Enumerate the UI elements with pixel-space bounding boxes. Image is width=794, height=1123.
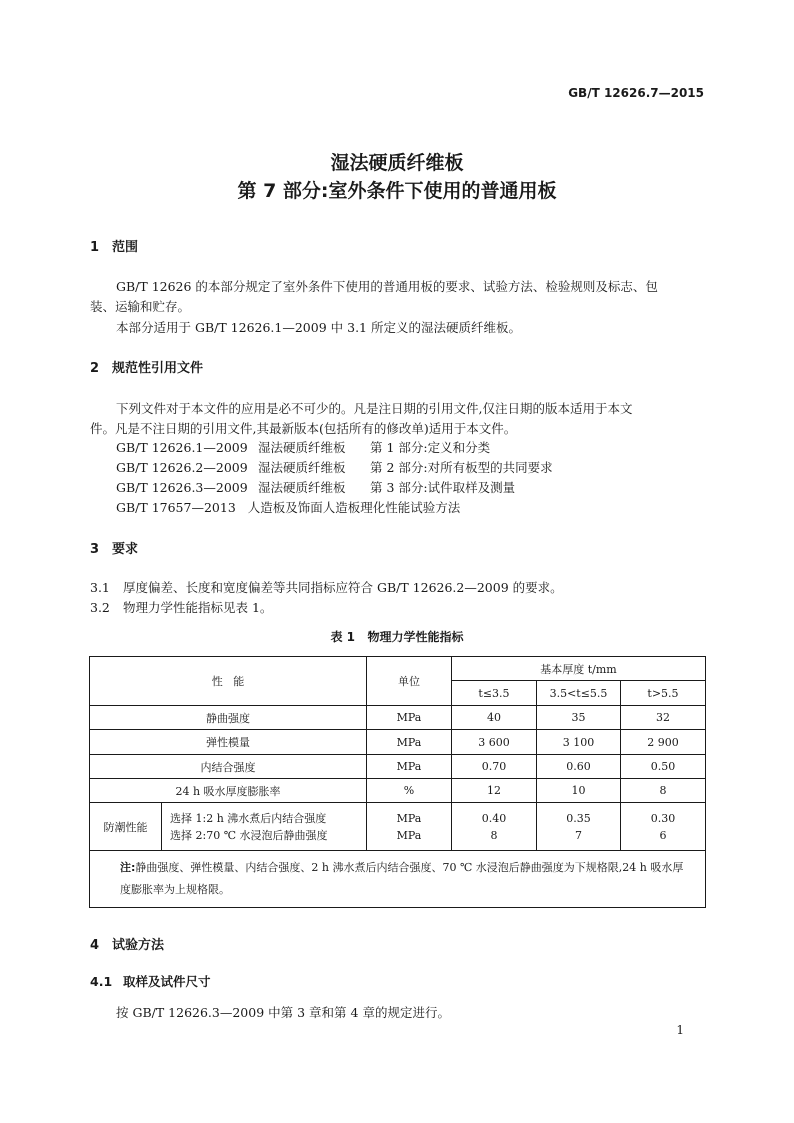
property-name: 内结合强度 [90,755,367,779]
reference-name: 湿法硬质纤维板 [258,480,346,495]
thickness-range: 3.5<t≤5.5 [537,681,621,706]
document-title-line1: 湿法硬质纤维板 [330,152,464,174]
value-cell: 3 600 [452,730,537,755]
table-header-row [90,657,706,681]
reference-code: GB/T 12626.2—2009 [116,460,248,475]
section-4-heading [90,934,164,953]
value-cell: 0.70 [452,755,537,779]
section-title: 要求 [112,542,139,557]
table-row-moisture [90,803,706,851]
property-name: 弹性模量 [90,730,367,755]
reference-item [116,458,553,476]
clause-number: 3.1 [90,580,110,595]
value-cell: 0.50 [621,755,706,779]
clause-3-1 [90,578,563,596]
section-number: 1 [90,240,100,255]
table-note [90,851,706,908]
clause-4-1-heading [90,972,211,990]
value-cell [452,803,537,851]
standard-number: GB/T 12626.7—2015 [568,86,704,100]
clause-number: 3.2 [90,600,110,615]
reference-item [116,478,515,496]
value-cell: 40 [452,706,537,730]
value: 0.35 [566,811,591,825]
value: 7 [575,828,582,842]
reference-code: GB/T 12626.3—2009 [116,480,248,495]
property-name: 静曲强度 [90,706,367,730]
clause-number: 4.1 [90,974,113,989]
note-label: 注: [120,861,136,874]
value-cell: 12 [452,779,537,803]
reference-part: 第 3 部分:试件取样及测量 [370,480,516,495]
section-3-heading [90,538,138,557]
reference-name: 湿法硬质纤维板 [258,460,346,475]
section-2-heading [90,357,203,376]
paragraph-line: 下列文件对于本文件的应用是必不可少的。凡是注日期的引用文件,仅注日期的版本适用于本文 [116,401,633,416]
table-note-row [90,851,706,908]
value-cell: 3 100 [537,730,621,755]
property-unit: MPa [396,828,422,842]
moisture-group-label: 防潮性能 [90,803,162,851]
property-unit: MPa [367,730,452,755]
value: 0.40 [481,811,507,825]
value: 8 [490,828,498,842]
clause-3-2 [90,598,272,616]
value: 6 [659,828,667,842]
clause-text: 厚度偏差、长度和宽度偏差等共同指标应符合 GB/T 12626.2—2009 的要求。 [123,580,563,595]
header-unit: 单位 [367,657,452,706]
table-row [90,706,706,730]
value-cell: 10 [537,779,621,803]
property-unit: MPa [396,811,422,825]
property-name: 24 h 吸水厚度膨胀率 [90,779,367,803]
value-cell: 32 [621,706,706,730]
property-unit: MPa [367,755,452,779]
value: 0.30 [650,811,676,825]
thickness-range: t≤3.5 [452,681,537,706]
reference-item [116,438,490,456]
moisture-option-2: 选择 2:70 ℃ 水浸泡后静曲强度 [170,828,328,842]
document-title-line2: 第 7 部分:室外条件下使用的普通用板 [237,180,557,202]
section-number: 3 [90,542,100,557]
section-title: 规范性引用文件 [112,361,204,376]
moisture-units [367,803,452,851]
paragraph-line: 按 GB/T 12626.3—2009 中第 3 章和第 4 章的规定进行。 [116,1005,450,1020]
section-number: 2 [90,361,100,376]
thickness-range: t>5.5 [621,681,706,706]
moisture-options [162,803,367,851]
reference-part: 第 2 部分:对所有板型的共同要求 [370,460,553,475]
header-thickness: 基本厚度 t/mm [452,657,706,681]
moisture-option-1: 选择 1:2 h 沸水煮后内结合强度 [170,811,327,825]
table-caption: 表 1 物理力学性能指标 [330,630,464,644]
paragraph-line: GB/T 12626 的本部分规定了室外条件下使用的普通用板的要求、试验方法、检验规则及标志、包 [116,279,658,294]
header-property: 性 能 [90,657,367,706]
paragraph-line: 本部分适用于 GB/T 12626.1—2009 中 3.1 所定义的湿法硬质纤维板。 [116,320,521,335]
value-cell: 0.60 [537,755,621,779]
table-row [90,779,706,803]
section-title: 试验方法 [112,938,165,953]
reference-part: 第 1 部分:定义和分类 [370,440,491,455]
value-cell: 8 [621,779,706,803]
property-unit: MPa [367,706,452,730]
note-text: 静曲强度、弹性模量、内结合强度、2 h 沸水煮后内结合强度、70 ℃ 水浸泡后静曲强度为下规格限,24 h 吸水厚度膨胀率为上规格限。 [120,861,684,896]
properties-table [89,656,706,908]
clause-title: 取样及试件尺寸 [123,974,211,989]
reference-code: GB/T 12626.1—2009 [116,440,248,455]
paragraph-line: 装、运输和贮存。 [90,299,191,314]
table-row [90,730,706,755]
value-cell [537,803,621,851]
value-cell [621,803,706,851]
section-number: 4 [90,938,100,953]
section-1-heading [90,236,138,255]
value-cell: 2 900 [621,730,706,755]
table-row [90,755,706,779]
reference-item: GB/T 17657—2013 人造板及饰面人造板理化性能试验方法 [116,500,461,515]
value-cell: 35 [537,706,621,730]
paragraph-line: 件。凡是不注日期的引用文件,其最新版本(包括所有的修改单)适用于本文件。 [90,421,517,436]
page-number: 1 [676,1023,684,1037]
property-unit: % [367,779,452,803]
reference-name: 湿法硬质纤维板 [258,440,346,455]
clause-text: 物理力学性能指标见表 1。 [123,600,273,615]
section-title: 范围 [112,240,139,255]
